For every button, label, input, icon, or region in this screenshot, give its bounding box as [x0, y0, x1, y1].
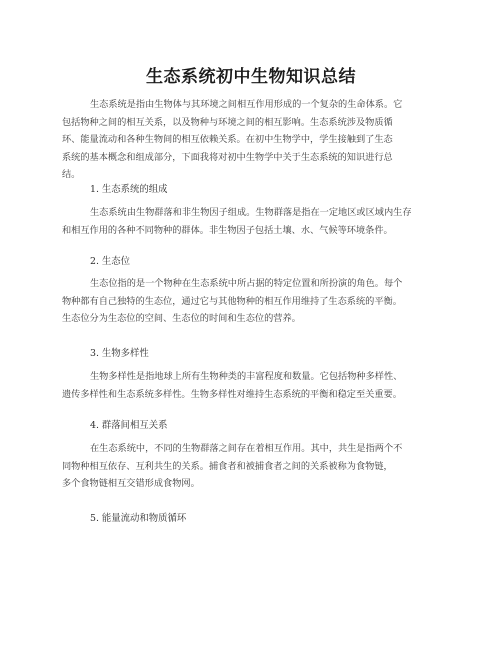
paragraph-line: 生态系统由生物群落和非生物因子组成。生物群落是指在一定地区或区域内生存 [90, 207, 412, 218]
section-paragraph [62, 275, 447, 328]
paragraph-line: 系统的基本概念和组成部分，下面我将对初中生物学中关于生态系统的知识进行总 [62, 151, 393, 163]
paragraph-line: 包括物种之间的相互关系，以及物种与环境之间的相互影响。生态系统涉及物质循 [62, 116, 393, 128]
section-heading: 2. 生态位 [90, 256, 131, 267]
paragraph-line: 遗传多样性和生态系统多样性。生物多样性对维持生态系统的平衡和稳定至关重要。 [62, 388, 402, 400]
paragraph-line: 在生态系统中，不同的生物群落之间存在着相互作用。其中，共生是指两个不 [90, 443, 403, 454]
paragraph-line: 生态位指的是一个物种在生态系统中所占据的特定位置和所扮演的角色。每个 [90, 278, 403, 289]
section-heading: 4. 群落间相互关系 [90, 420, 168, 431]
paragraph-line: 物种都有自己独特的生态位，通过它与其他物种的相互作用维持了生态系统的平衡。 [62, 295, 402, 307]
section-paragraph [62, 204, 447, 239]
section-paragraph [62, 368, 447, 403]
paragraph-line: 结。 [62, 169, 81, 180]
paragraph-line: 多个食物链相互交错形成食物网。 [62, 478, 200, 489]
section-heading: 3. 生物多样性 [90, 348, 149, 359]
document-title: 生态系统初中生物知识总结 [146, 67, 356, 87]
paragraph-line: 和相互作用的各种不同物种的群体。非生物因子包括土壤、水、气候等环境条件。 [62, 224, 393, 236]
paragraph-line: 生物多样性是指地球上所有生物种类的丰富程度和数量。它包括物种多样性、 [90, 371, 403, 382]
intro-paragraph [62, 96, 447, 184]
paragraph-line: 环、能量流动和各种生物间的相互依赖关系。在初中生物学中，学生接触到了生态 [62, 134, 393, 145]
paragraph-line: 同物种相互依存、互利共生的关系。捕食者和被捕食者之间的关系被称为食物链， [62, 460, 393, 472]
section-paragraph [62, 440, 447, 493]
section-heading: 5. 能量流动和物质循环 [90, 513, 187, 524]
section-heading: 1. 生态系统的组成 [90, 184, 168, 195]
paragraph-line: 生态位分为生态位的空间、生态位的时间和生态位的营养。 [62, 313, 301, 324]
paragraph-line: 生态系统是指由生物体与其环境之间相互作用形成的一个复杂的生命体系。它 [90, 99, 403, 110]
